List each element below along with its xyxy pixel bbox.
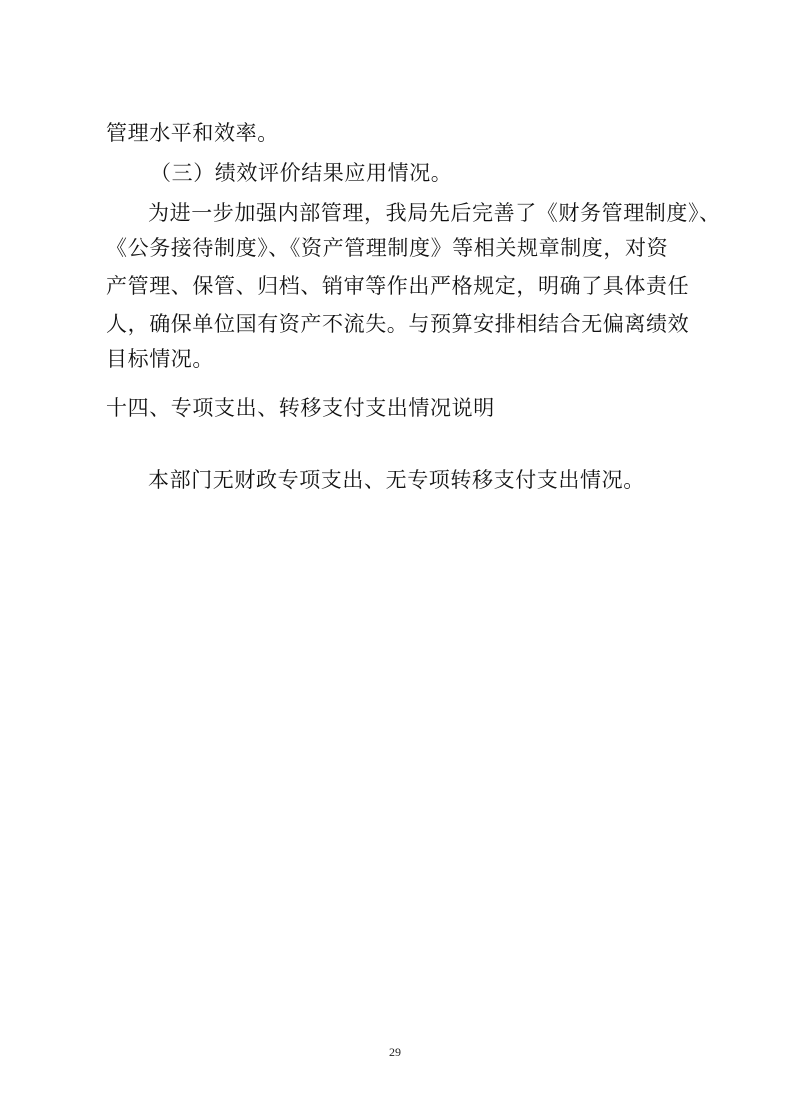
paragraph-line: 为进一步加强内部管理，我局先后完善了《财务管理制度》、 (148, 201, 721, 225)
paragraph-line: 人，确保单位国有资产不流失。与预算安排相结合无偏离绩效 (106, 312, 690, 336)
paragraph-line: 目标情况。 (106, 347, 214, 371)
page-number: 29 (389, 1045, 401, 1059)
paragraph-line: 管理水平和效率。 (106, 121, 279, 145)
paragraph-line: 本部门无财政专项支出、无专项转移支付支出情况。 (148, 468, 645, 492)
section-heading: 十四、专项支出、转移支付支出情况说明 (106, 396, 495, 420)
subheading: （三）绩效评价结果应用情况。 (150, 161, 453, 185)
paragraph-line: 《公务接待制度》、《资产管理制度》等相关规章制度，对资 (106, 236, 669, 260)
paragraph-line: 产管理、保管、归档、销审等作出严格规定，明确了具体责任 (106, 274, 690, 298)
